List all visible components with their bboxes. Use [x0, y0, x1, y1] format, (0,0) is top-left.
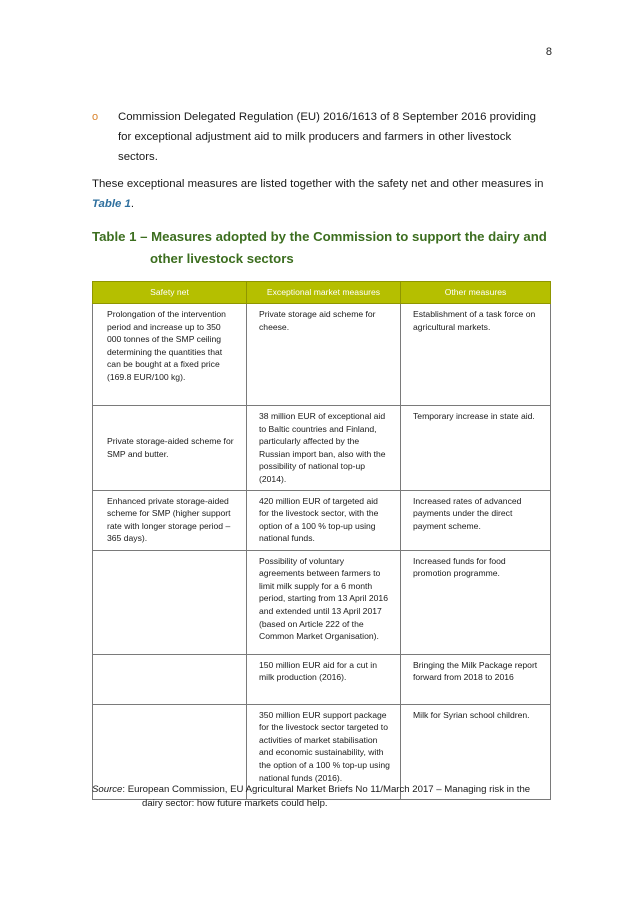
table-cell: Bringing the Milk Package report forward from 2018 to 2016	[401, 654, 551, 704]
intro-paragraph	[92, 174, 552, 214]
table-row	[93, 406, 551, 491]
table-cell: Private storage-aided scheme for SMP and butter.	[93, 406, 247, 491]
table-cell: Increased rates of advanced payments under the direct payment scheme.	[401, 490, 551, 550]
table-cell: Milk for Syrian school children.	[401, 704, 551, 799]
intro-text-end: .	[130, 198, 134, 210]
table-cell: Prolongation of the intervention period and increase up to 350 000 tonnes of the SMP ceiling determining the quantities that can be bought at a fixed price (169.8 EUR/100 kg).	[93, 304, 247, 406]
table-row	[93, 304, 551, 406]
table-row	[93, 654, 551, 704]
table-header-row	[93, 282, 551, 304]
bullet-item	[92, 107, 552, 167]
table-cell: Enhanced private storage-aided scheme for SMP (higher support rate with longer storage period – 365 days).	[93, 490, 247, 550]
table-cell	[93, 654, 247, 704]
table-cell: Establishment of a task force on agricultural markets.	[401, 304, 551, 406]
table-cell: 420 million EUR of targeted aid for the livestock sector, with the option of a 100 % top-up using national funds.	[247, 490, 401, 550]
table-row	[93, 550, 551, 654]
source-note	[92, 783, 562, 811]
bullet-text: Commission Delegated Regulation (EU) 2016/1613 of 8 September 2016 providing for exceptional adjustment aid to milk producers and farmers in other livestock sectors.	[118, 111, 536, 163]
table-title-line1: Table 1 – Measures adopted by the Commission to support the dairy and	[92, 229, 547, 244]
table-cell: 38 million EUR of exceptional aid to Baltic countries and Finland, particularly affected by the Russian import ban, also with the possibility of national top-up (2014).	[247, 406, 401, 491]
table-cell: Private storage aid scheme for cheese.	[247, 304, 401, 406]
header-exceptional-measures: Exceptional market measures	[247, 282, 401, 304]
source-line1: : European Commission, EU Agricultural Market Briefs No 11/March 2017 – Managing risk in the	[122, 784, 531, 795]
table-reference-link[interactable]: Table 1	[92, 198, 131, 210]
source-line2: dairy sector: how future markets could help.	[142, 798, 328, 809]
intro-text: These exceptional measures are listed together with the safety net and other measures in	[92, 178, 544, 190]
table-cell	[93, 550, 247, 654]
source-label: Source	[92, 784, 123, 795]
page-number: 8	[545, 46, 552, 58]
table-cell: 350 million EUR support package for the livestock sector targeted to activities of market stabilisation and economic sustainability, with the option of a 100 % top-up using national funds (2016).	[247, 704, 401, 799]
table-cell: 150 million EUR aid for a cut in milk production (2016).	[247, 654, 401, 704]
table-row	[93, 490, 551, 550]
header-other-measures: Other measures	[401, 282, 551, 304]
measures-table	[92, 281, 551, 800]
table-title	[92, 226, 562, 270]
bullet-marker: o	[92, 111, 99, 123]
table-cell: Possibility of voluntary agreements between farmers to limit milk supply for a 6 month period, starting from 13 April 2016 and extended until 13 April 2017 (based on Article 222 of the Common Market Organisation).	[247, 550, 401, 654]
table-cell: Temporary increase in state aid.	[401, 406, 551, 491]
header-safety-net: Safety net	[93, 282, 247, 304]
table-title-line2: other livestock sectors	[150, 251, 294, 266]
table-cell: Increased funds for food promotion programme.	[401, 550, 551, 654]
